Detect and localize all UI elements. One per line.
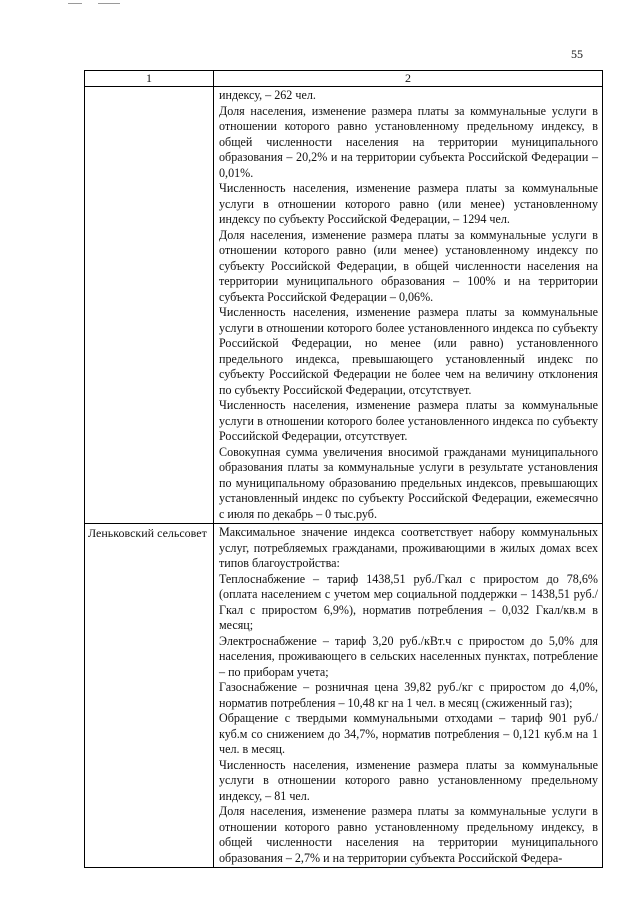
paragraph: Численность населения, изменение размера платы за коммунальные услуги в отношении которого более установленного индекса по субъекту Российской Федерации, но менее (или равно) установленного предельного индекса, превышающего установленный индекс по субъекту Российской Федерации не более чем на величину отклонения по субъекту Российской Федерации, отсутствует.: [219, 305, 598, 397]
paragraph: Электроснабжение – тариф 3,20 руб./кВт.ч с приростом до 5,0% для населения, проживающего в сельских населенных пунктах, потребление – по приборам учета;: [219, 633, 598, 679]
paragraph: Максимальное значение индекса соответствует набору коммунальных услуг, потребляемых гражданами, проживающими в жилых домах всех типов благоустройства:: [219, 525, 598, 570]
region-name: Леньковский сельсовет: [88, 526, 207, 540]
column-header-1: 1: [85, 71, 214, 87]
scan-artifact: [68, 3, 82, 4]
paragraph: Совокупная сумма увеличения вносимой гражданами муниципального образования платы за коммунальные услуги в результате установления по муниципальному образованию предельных индексов, превышающих установленный индекс по субъекту Российской Федерации, ежемесячно с июля по декабрь – 0 тыс.руб.: [219, 444, 598, 521]
paragraph: Обращение с твердыми коммунальными отходами – тариф 901 руб./куб.м со снижением до 34,7%, норматив потребления – 0,121 куб.м на 1 чел. в месяц.: [219, 711, 598, 756]
paragraph: Теплоснабжение – тариф 1438,51 руб./Гкал с приростом до 78,6% (оплата населением с учетом мер социальной поддержки – 1438,51 руб./Гкал с приростом 6,9%), норматив потребления – 0,032 Гкал/кв.м в месяц;: [219, 571, 598, 632]
column-header-2: 2: [214, 71, 603, 87]
paragraph: Доля населения, изменение размера платы за коммунальные услуги в отношении которого равно установленному предельному индексу, в общей численности населения на территории муниципального образования – 2,7% и на территории субъекта Российской Федера-: [219, 804, 598, 865]
paragraph: Доля населения, изменение размера платы за коммунальные услуги в отношении которого равно установленному предельному индексу, в общей численности населения на территории муниципального образования – 20,2% и на территории субъекта Российской Федерации – 0,01%.: [219, 103, 598, 180]
region-cell: [85, 524, 214, 868]
scan-artifact: [98, 3, 120, 4]
paragraph: Газоснабжение – розничная цена 39,82 руб./кг с приростом до 4,0%, норматив потребления – 10,48 кг на 1 чел. в месяц (сжиженный газ);: [219, 680, 598, 710]
paragraph: Численность населения, изменение размера платы за коммунальные услуги в отношении которого равно установленному предельному индексу, – 81 чел.: [219, 757, 598, 803]
table-row: [85, 87, 603, 524]
paragraph: Численность населения, изменение размера платы за коммунальные услуги в отношении которого равно (или менее) установленному индексу по субъекту Российской Федерации, – 1294 чел.: [219, 181, 598, 226]
region-cell: [85, 87, 214, 524]
paragraph: индексу, – 262 чел.: [219, 88, 316, 102]
data-table: [84, 70, 603, 868]
paragraph: Численность населения, изменение размера платы за коммунальные услуги в отношении которого более установленного индекса по субъекту Российской Федерации, отсутствует.: [219, 398, 598, 443]
paragraph: Доля населения, изменение размера платы за коммунальные услуги в отношении которого равно (или менее) установленному индексу по субъекту Российской Федерации, в общей численности населения на территории муниципального образования – 100% и на территории субъекта Российской Федерации – 0,06%.: [219, 227, 598, 304]
table-header-row: [85, 71, 603, 87]
table-row: [85, 524, 603, 868]
description-cell: [214, 524, 603, 868]
page-number: 55: [571, 47, 583, 61]
description-cell: [214, 87, 603, 524]
region-name: [85, 87, 213, 88]
